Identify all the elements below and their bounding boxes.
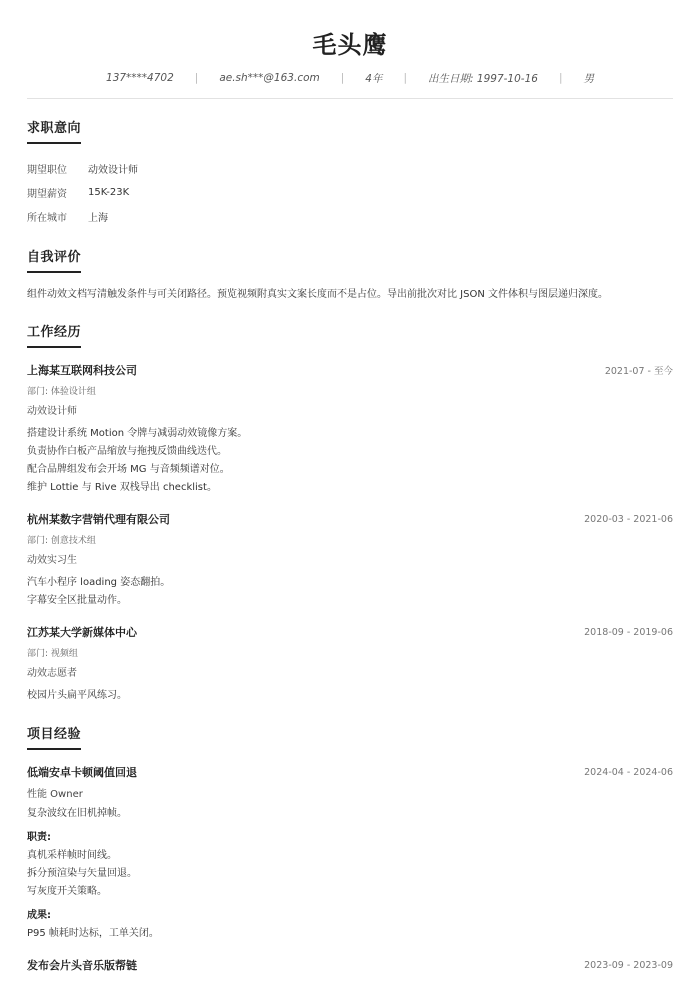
- project-name: 低端安卓卡顿阈值回退: [27, 766, 137, 779]
- gender-text: 男: [583, 72, 594, 85]
- self-eval-section: [27, 228, 673, 303]
- project-entry: [27, 957, 673, 973]
- work-line: 配合品牌组发布会开场 MG 与音频频谱对位。: [27, 464, 230, 475]
- company-name: 江苏某大学新媒体中心: [27, 626, 137, 639]
- work-line: 字幕安全区批量动作。: [27, 595, 127, 606]
- work-line: 校园片头扁平风练习。: [27, 690, 127, 701]
- phone-text: 137****4702: [106, 72, 174, 84]
- result-label: 成果:: [27, 910, 51, 921]
- section-title-intent: 求职意向: [27, 117, 81, 144]
- intent-row-city: [27, 204, 673, 228]
- work-section: [27, 303, 673, 705]
- work-dept: 部门: 体验设计组: [27, 387, 96, 397]
- section-title-projects: 项目经验: [27, 723, 81, 750]
- project-date: 2024-04 - 2024-06: [584, 766, 673, 778]
- work-entry: [27, 362, 673, 497]
- work-role: 动效设计师: [27, 406, 77, 417]
- company-name: 上海某互联网科技公司: [27, 364, 137, 377]
- work-line: 搭建设计系统 Motion 令牌与减弱动效镜像方案。: [27, 428, 248, 439]
- work-entry: [27, 624, 673, 705]
- intent-row-position: [27, 156, 673, 180]
- result-line: P95 帧耗时达标，工单关闭。: [27, 928, 159, 939]
- contact-row: [27, 62, 673, 94]
- self-eval-text: 组件动效文档写清触发条件与可关闭路径。预览视频附真实文案长度而不是占位。导出前批次对比 JSON 文件体积与图层递归深度。: [27, 289, 609, 300]
- section-title-work: 工作经历: [27, 321, 81, 348]
- separator: |: [403, 72, 408, 84]
- duty-line: 写灰度开关策略。: [27, 886, 107, 897]
- work-date: 2018-09 - 2019-06: [584, 626, 673, 638]
- project-date: 2023-09 - 2023-09: [584, 959, 673, 971]
- company-name: 杭州某数字营销代理有限公司: [27, 513, 170, 526]
- section-title-self-eval: 自我评价: [27, 246, 81, 273]
- work-line: 负责协作白板产品缩放与拖拽反馈曲线迭代。: [27, 446, 227, 457]
- birth-date-text: 出生日期: 1997-10-16: [428, 72, 538, 85]
- separator: |: [194, 72, 199, 84]
- experience-text: 4年: [365, 72, 383, 85]
- work-date: 2021-07 - 至今: [604, 366, 673, 377]
- intent-value: 上海: [88, 212, 108, 224]
- separator: |: [558, 72, 563, 84]
- separator: |: [340, 72, 345, 84]
- duty-label: 职责:: [27, 832, 51, 843]
- intent-list: [27, 156, 673, 228]
- project-entry: [27, 764, 673, 943]
- work-dept: 部门: 创意技术组: [27, 536, 96, 546]
- project-name: 发布会片头音乐版帮链: [27, 959, 137, 972]
- intent-section: [27, 99, 673, 228]
- project-role: 性能 Owner: [27, 789, 83, 800]
- work-role: 动效志愿者: [27, 668, 77, 679]
- duty-line: 拆分预渲染与矢量回退。: [27, 868, 137, 879]
- duty-line: 真机采样帧时间线。: [27, 850, 117, 861]
- intent-key: 期望薪资: [27, 188, 67, 200]
- projects-section: [27, 705, 673, 973]
- candidate-name: 毛头鹰: [312, 31, 388, 59]
- intent-key: 期望职位: [27, 164, 67, 176]
- project-summary: 复杂波纹在旧机掉帧。: [27, 808, 127, 819]
- work-dept: 部门: 视频组: [27, 649, 78, 659]
- intent-row-salary: [27, 180, 673, 204]
- work-entry: [27, 511, 673, 610]
- intent-key: 所在城市: [27, 212, 67, 224]
- intent-value: 15K-23K: [88, 186, 130, 198]
- intent-value: 动效设计师: [88, 164, 138, 176]
- work-date: 2020-03 - 2021-06: [584, 513, 673, 525]
- work-role: 动效实习生: [27, 555, 77, 566]
- work-line: 维护 Lottie 与 Rive 双栈导出 checklist。: [27, 482, 217, 493]
- work-line: 汽车小程序 loading 姿态翻拍。: [27, 577, 171, 588]
- email-text: ae.sh***@163.com: [219, 72, 320, 84]
